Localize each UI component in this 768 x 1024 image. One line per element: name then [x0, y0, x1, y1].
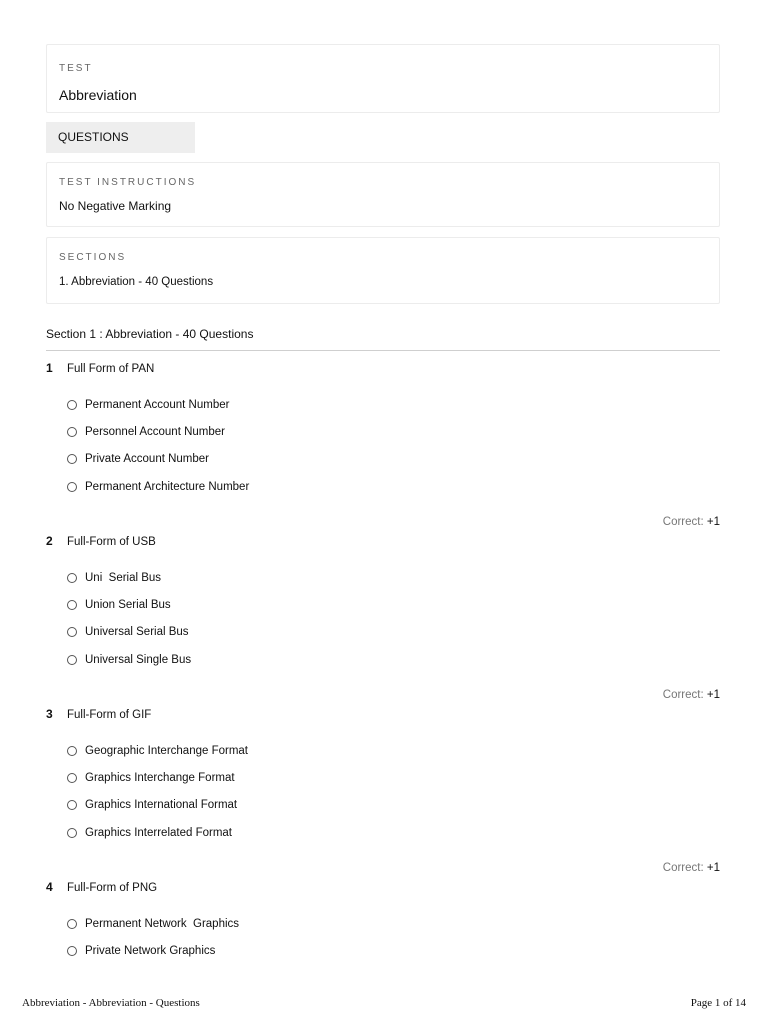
radio-button[interactable]: [67, 655, 77, 665]
instructions-text: No Negative Marking: [59, 199, 172, 213]
option-item[interactable]: [67, 737, 720, 764]
correct-marks: [46, 689, 720, 709]
option-list: [46, 564, 720, 674]
radio-button[interactable]: [67, 454, 77, 464]
option-label: Private Account Number: [85, 453, 210, 466]
option-label: Geographic Interchange Format: [85, 744, 249, 757]
question-number: 4: [46, 880, 53, 894]
option-label: Permanent Account Number: [85, 398, 230, 411]
radio-button[interactable]: [67, 919, 77, 929]
option-item[interactable]: [67, 473, 720, 500]
option-label: Graphics International Format: [85, 799, 238, 812]
option-item[interactable]: [67, 819, 720, 846]
option-list: [46, 737, 720, 847]
option-item[interactable]: [67, 391, 720, 418]
option-label: Private Network Graphics: [85, 945, 216, 958]
correct-label: Correct:: [662, 688, 707, 701]
instructions-label: TEST INSTRUCTIONS: [59, 177, 197, 188]
question-text: Full-Form of GIF: [67, 709, 152, 721]
question-number: 3: [46, 707, 53, 721]
radio-button[interactable]: [67, 800, 77, 810]
radio-button[interactable]: [67, 600, 77, 610]
correct-label: Correct:: [662, 515, 707, 528]
section-list-item: 1. Abbreviation - 40 Questions: [59, 276, 214, 288]
radio-button[interactable]: [67, 627, 77, 637]
test-label: TEST: [59, 63, 93, 74]
option-item[interactable]: [67, 446, 720, 473]
correct-marks: [46, 862, 720, 882]
option-item[interactable]: [67, 564, 720, 591]
option-label: Graphics Interrelated Format: [85, 826, 233, 839]
option-label: Universal Single Bus: [85, 653, 192, 666]
tab-questions[interactable]: QUESTIONS: [46, 122, 195, 153]
radio-button[interactable]: [67, 946, 77, 956]
option-item[interactable]: [67, 764, 720, 791]
radio-button[interactable]: [67, 773, 77, 783]
radio-button[interactable]: [67, 828, 77, 838]
test-card: [46, 44, 720, 113]
option-label: Graphics Interchange Format: [85, 772, 235, 785]
footer-page-number: Page 1 of 14: [690, 997, 746, 1009]
test-page: [46, 44, 720, 958]
footer-document-title: Abbreviation - Abbreviation - Questions: [22, 997, 200, 1009]
correct-points: +1: [706, 515, 720, 528]
question-4: [46, 880, 720, 965]
instructions-card: [46, 162, 720, 227]
page-footer: [22, 997, 746, 1009]
option-item[interactable]: [67, 910, 720, 937]
question-number: 1: [46, 361, 53, 375]
question-text: Full-Form of PNG: [67, 882, 158, 894]
option-list: [46, 391, 720, 501]
sections-label: SECTIONS: [59, 252, 127, 263]
option-label: Union Serial Bus: [85, 599, 171, 612]
question-1: [46, 361, 720, 536]
option-item[interactable]: [67, 619, 720, 646]
section-heading: Section 1 : Abbreviation - 40 Questions: [46, 327, 720, 351]
radio-button[interactable]: [67, 427, 77, 437]
option-item[interactable]: [67, 418, 720, 445]
correct-label: Correct:: [662, 861, 707, 874]
correct-points: +1: [706, 688, 720, 701]
option-label: Permanent Network Graphics: [85, 917, 240, 930]
radio-button[interactable]: [67, 573, 77, 583]
option-list: [46, 910, 720, 965]
option-label: Uni Serial Bus: [85, 571, 162, 584]
question-3: [46, 707, 720, 882]
question-2: [46, 534, 720, 709]
option-label: Permanent Architecture Number: [85, 480, 250, 493]
correct-marks: [46, 516, 720, 536]
correct-points: +1: [706, 861, 720, 874]
question-text: Full Form of PAN: [67, 363, 155, 375]
question-number: 2: [46, 534, 53, 548]
question-text: Full-Form of USB: [67, 536, 156, 548]
radio-button[interactable]: [67, 746, 77, 756]
option-label: Personnel Account Number: [85, 426, 225, 439]
option-item[interactable]: [67, 591, 720, 618]
option-item[interactable]: [67, 646, 720, 673]
option-item[interactable]: [67, 937, 720, 964]
option-label: Universal Serial Bus: [85, 626, 189, 639]
option-item[interactable]: [67, 792, 720, 819]
radio-button[interactable]: [67, 400, 77, 410]
test-title: Abbreviation: [59, 87, 137, 103]
sections-card: [46, 237, 720, 304]
radio-button[interactable]: [67, 482, 77, 492]
